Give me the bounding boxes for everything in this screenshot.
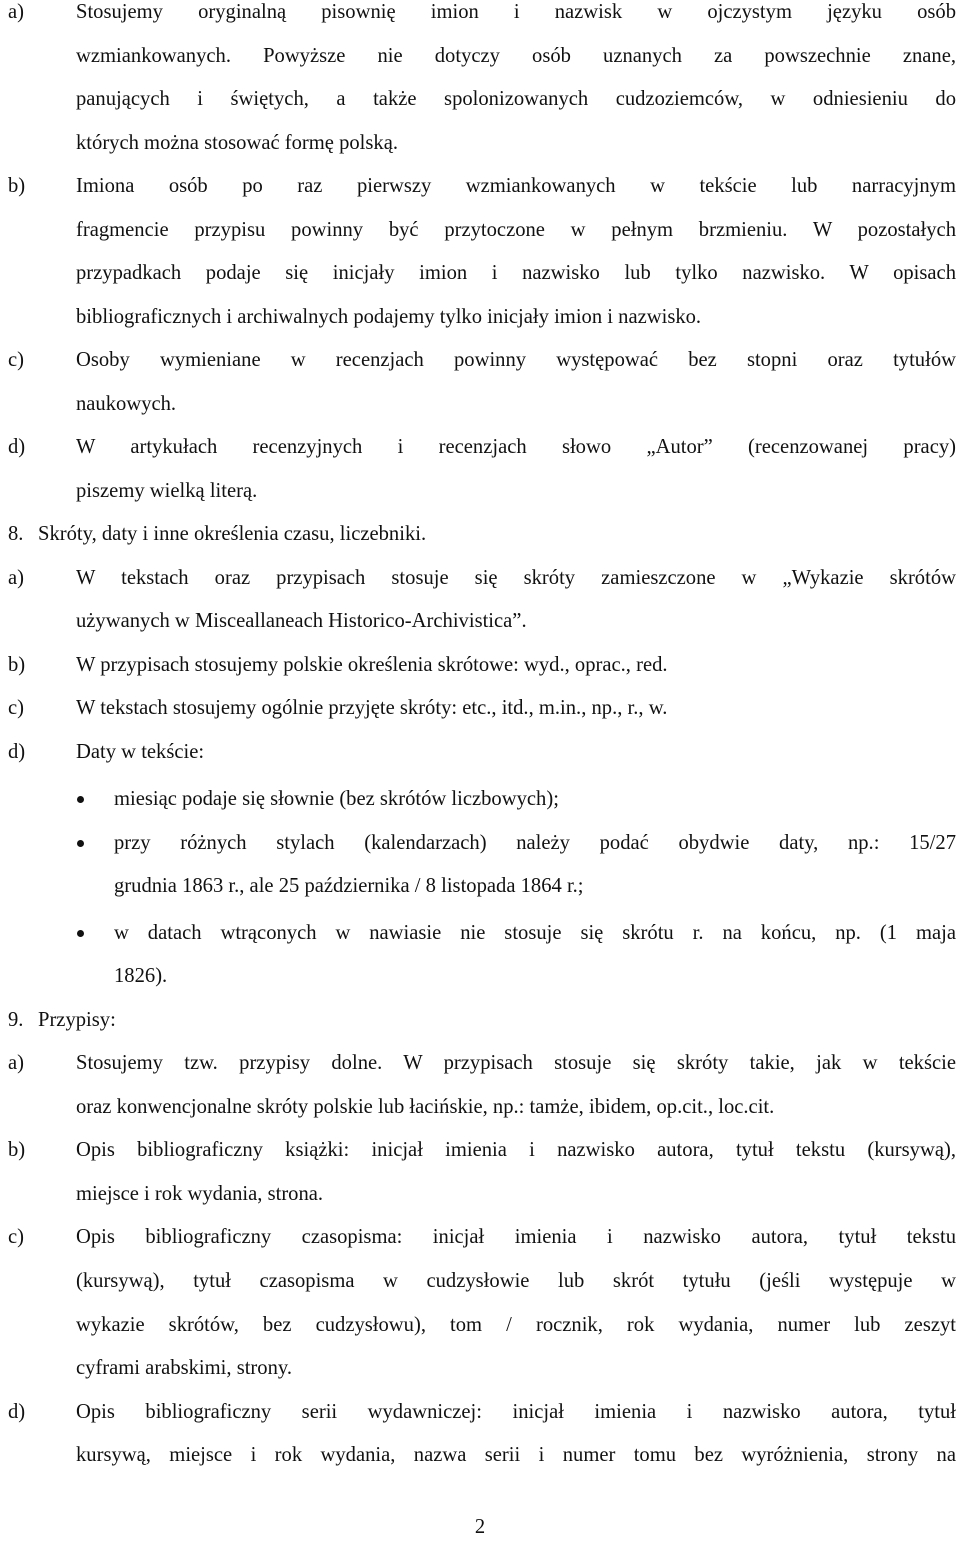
bullet-text-line: w datach wtrąconych w nawiasie nie stosuje się skrótu r. na końcu, np. (1 maja [114,922,956,944]
list-text-line: fragmencie przypisu powinny być przytoczone w pełnym brzmieniu. W pozostałych [76,219,956,241]
list-text-line: W artykułach recenzyjnych i recenzjach słowo „Autor” (recenzowanej pracy) [76,436,956,458]
list-text-line: cyframi arabskimi, strony. [76,1357,292,1379]
list-marker: c) [8,1226,24,1248]
list-text-line: (kursywą), tytuł czasopisma w cudzysłowie lub skrót tytułu (jeśli występuje w [76,1270,956,1292]
bullet-text-line: miesiąc podaje się słownie (bez skrótów liczbowych); [114,788,559,810]
list-text-line: bibliograficznych i archiwalnych podajemy tylko inicjały imion i nazwisko. [76,306,702,328]
list-marker: a) [8,1052,24,1074]
list-text-line: miejsce i rok wydania, strona. [76,1183,324,1205]
list-text-line: Opis bibliograficzny czasopisma: inicjał imienia i nazwisko autora, tytuł tekstu [76,1226,956,1248]
list-text-line: naukowych. [76,393,177,415]
list-text-line: Imiona osób po raz pierwszy wzmiankowanych w tekście lub narracyjnym [76,175,956,197]
section-title: Skróty, daty i inne określenia czasu, liczebniki. [38,523,427,545]
list-text-line: wzmiankowanych. Powyższe nie dotyczy osób uznanych za powszechnie znane, [76,45,956,67]
bullet-icon [77,796,84,803]
list-marker: b) [8,654,26,676]
list-text-line: używanych w Misceallaneach Historico-Archivistica”. [76,610,527,632]
bullet-icon [77,930,84,937]
bullet-icon [77,840,84,847]
bullet-text-line: przy różnych stylach (kalendarzach) należy podać obydwie daty, np.: 15/27 [114,832,956,854]
list-marker: d) [8,741,26,763]
list-text-line: kursywą, miejsce i rok wydania, nazwa serii i numer tomu bez wyróżnienia, strony na [76,1444,956,1466]
list-text-line: W przypisach stosujemy polskie określenia skrótowe: wyd., oprac., red. [76,654,668,676]
list-text-line: przypadkach podaje się inicjały imion i nazwisko lub tylko nazwisko. W opisach [76,262,956,284]
list-text-line: Opis bibliograficzny serii wydawniczej: inicjał imienia i nazwisko autora, tytuł [76,1401,956,1423]
list-text-line: W tekstach oraz przypisach stosuje się skróty zamieszczone w „Wykazie skrótów [76,567,956,589]
list-marker: b) [8,175,26,197]
bullet-text-line: 1826). [114,965,168,987]
list-text-line: oraz konwencjonalne skróty polskie lub łacińskie, np.: tamże, ibidem, op.cit., loc.cit. [76,1096,775,1118]
section-title: Przypisy: [38,1009,116,1031]
list-marker: a) [8,1,24,23]
list-text-line: Stosujemy oryginalną pisownię imion i nazwisk w ojczystym języku osób [76,1,956,23]
section-number: 9. [8,1009,24,1031]
list-marker: c) [8,349,24,371]
list-marker: a) [8,567,24,589]
list-marker: d) [8,436,26,458]
list-text-line: Osoby wymieniane w recenzjach powinny występować bez stopni oraz tytułów [76,349,956,371]
list-text-line: W tekstach stosujemy ogólnie przyjęte skróty: etc., itd., m.in., np., r., w. [76,697,668,719]
section-number: 8. [8,523,24,545]
list-text-line: Daty w tekście: [76,741,205,763]
list-text-line: Opis bibliograficzny książki: inicjał imienia i nazwisko autora, tytuł tekstu (kursywą), [76,1139,956,1161]
list-text-line: Stosujemy tzw. przypisy dolne. W przypisach stosuje się skróty takie, jak w tekście [76,1052,956,1074]
list-text-line: których można stosować formę polską. [76,132,398,154]
bullet-text-line: grudnia 1863 r., ale 25 października / 8 listopada 1864 r.; [114,875,584,897]
page-number: 2 [474,1516,486,1538]
list-marker: b) [8,1139,26,1161]
list-text-line: piszemy wielką literą. [76,480,258,502]
list-text-line: wykazie skrótów, bez cudzysłowu), tom / rocznik, rok wydania, numer lub zeszyt [76,1314,956,1336]
list-text-line: panujących i świętych, a także spolonizowanych cudzoziemców, w odniesieniu do [76,88,956,110]
list-marker: d) [8,1401,26,1423]
list-marker: c) [8,697,24,719]
